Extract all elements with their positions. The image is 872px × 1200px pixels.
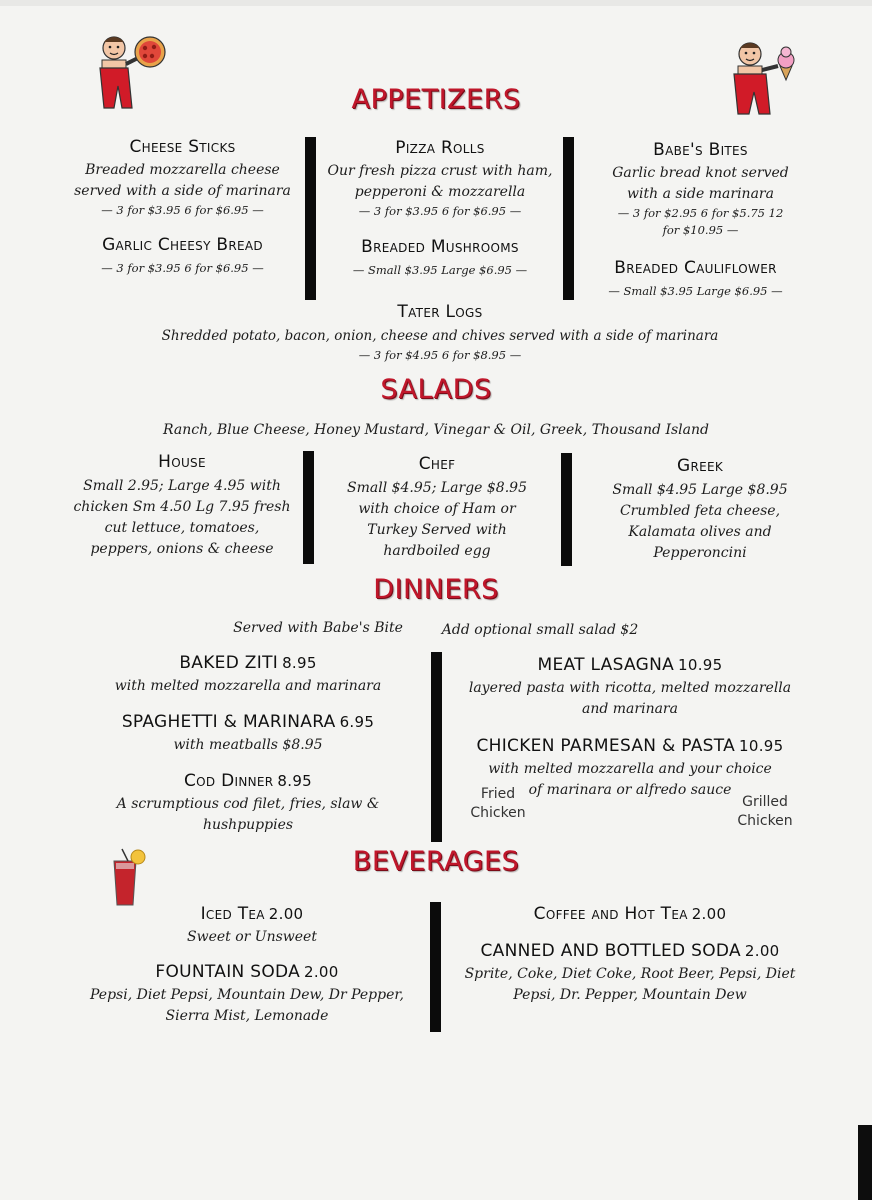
canned-soda-name: CANNED AND BOTTLED SODA	[480, 941, 741, 961]
house-salad-item	[72, 451, 292, 560]
handwritten-fried-chicken: Fried Chicken	[470, 786, 526, 821]
babes-bites-name: Babe's Bites	[653, 140, 748, 160]
tater-logs-item	[130, 301, 750, 364]
garlic-bread-price: — 3 for $3.95 6 for $6.95 —	[101, 261, 264, 275]
divider	[561, 453, 572, 566]
tater-logs-desc: Shredded potato, bacon, onion, cheese and chives served with a side of marinara	[161, 328, 719, 344]
iced-tea-desc: Sweet or Unsweet	[187, 929, 317, 945]
lasagna-desc: layered pasta with ricotta, melted mozzarella and marinara	[468, 680, 792, 717]
house-salad-name: House	[158, 452, 206, 472]
fountain-soda-desc: Pepsi, Diet Pepsi, Mountain Dew, Dr Pepper, Sierra Mist, Lemonade	[90, 987, 404, 1024]
garlic-bread-item	[60, 234, 305, 277]
greek-salad-name: Greek	[676, 456, 724, 476]
baked-ziti-price: 8.95	[282, 654, 317, 672]
house-salad-desc: Small 2.95; Large 4.95 with chicken Sm 4.50 Lg 7.95 fresh cut lettuce, tomatoes, peppers, onions & cheese	[73, 478, 291, 557]
cod-dinner-item	[98, 770, 398, 836]
cod-dinner-price: 8.95	[277, 772, 313, 790]
page-edge	[0, 0, 872, 6]
chicken-parm-desc: with melted mozzarella and your choice of marinara or alfredo sauce	[488, 761, 772, 798]
divider	[303, 451, 314, 564]
fountain-soda-name: FOUNTAIN SODA	[155, 962, 301, 982]
appetizers-title: APPETIZERS	[351, 84, 521, 115]
chef-salad-item	[332, 453, 542, 562]
cod-dinner-desc: A scrumptious cod filet, fries, slaw & hushpuppies	[116, 796, 380, 833]
divider	[430, 902, 441, 1032]
lasagna-item	[455, 654, 805, 720]
beverages-title: BEVERAGES	[352, 846, 520, 877]
mushrooms-item	[325, 236, 555, 279]
cheese-sticks-item	[60, 136, 305, 219]
divider	[563, 137, 574, 300]
baked-ziti-name: BAKED ZITI	[179, 653, 279, 673]
dinners-note-right: Add optional small salad $2	[441, 622, 639, 638]
spaghetti-item	[98, 711, 398, 756]
greek-salad-item	[595, 455, 805, 564]
coffee-price: 2.00	[691, 905, 727, 923]
baked-ziti-desc: with melted mozzarella and marinara	[114, 678, 382, 694]
handwritten-grilled-chicken: Grilled Chicken	[737, 794, 793, 829]
dinners-title: DINNERS	[373, 574, 499, 605]
cauliflower-price: — Small $3.95 Large $6.95 —	[608, 284, 783, 298]
pizza-rolls-item	[325, 137, 555, 220]
cauliflower-item	[578, 257, 813, 300]
iced-tea-name: Iced Tea	[200, 904, 265, 924]
mushrooms-name: Breaded Mushrooms	[361, 237, 519, 257]
cheese-sticks-desc: Breaded mozzarella cheese served with a side of marinara	[74, 162, 291, 199]
iced-tea-item	[92, 903, 412, 948]
scan-edge	[858, 1125, 872, 1200]
lasagna-name: MEAT LASAGNA	[537, 655, 675, 675]
lasagna-price: 10.95	[678, 656, 723, 674]
canned-soda-desc: Sprite, Coke, Diet Coke, Root Beer, Pepsi, Diet Pepsi, Dr. Pepper, Mountain Dew	[464, 966, 796, 1003]
salad-dressings: Ranch, Blue Cheese, Honey Mustard, Vinegar & Oil, Greek, Thousand Island	[163, 422, 709, 438]
pizza-rolls-name: Pizza Rolls	[395, 138, 485, 158]
chicken-parm-price: 10.95	[739, 737, 784, 755]
chicken-parm-name: CHICKEN PARMESAN & PASTA	[476, 736, 736, 756]
divider	[431, 652, 442, 842]
babes-bites-desc: Garlic bread knot served with a side marinara	[612, 165, 789, 202]
tater-logs-price: — 3 for $4.95 6 for $8.95 —	[358, 348, 522, 362]
pizza-rolls-price: — 3 for $3.95 6 for $6.95 —	[358, 204, 522, 218]
chef-salad-desc: Small $4.95; Large $8.95 with choice of Ham or Turkey Served with hardboiled egg	[347, 480, 527, 559]
canned-soda-item	[460, 940, 800, 1006]
cod-dinner-name: Cod Dinner	[183, 771, 274, 791]
garlic-bread-name: Garlic Cheesy Bread	[102, 235, 263, 255]
fountain-soda-item	[82, 961, 412, 1027]
babes-bites-item	[588, 139, 813, 239]
cheese-sticks-price: — 3 for $3.95 6 for $6.95 —	[101, 203, 264, 217]
cauliflower-name: Breaded Cauliflower	[614, 258, 777, 278]
pizza-rolls-desc: Our fresh pizza crust with ham, pepperoni & mozzarella	[327, 163, 553, 200]
baked-ziti-item	[98, 652, 398, 697]
coffee-item	[470, 903, 790, 925]
mushrooms-price: — Small $3.95 Large $6.95 —	[352, 263, 528, 277]
greek-salad-desc: Small $4.95 Large $8.95 Crumbled feta cheese, Kalamata olives and Pepperoncini	[612, 482, 788, 561]
cheese-sticks-name: Cheese Sticks	[129, 137, 236, 157]
spaghetti-desc: with meatballs $8.95	[173, 737, 323, 753]
tater-logs-name: Tater Logs	[397, 302, 483, 322]
babes-bites-price: — 3 for $2.95 6 for $5.75 12 for $10.95 —	[617, 206, 784, 237]
chef-salad-name: Chef	[418, 454, 456, 474]
canned-soda-price: 2.00	[744, 942, 780, 960]
iced-tea-price: 2.00	[268, 905, 304, 923]
spaghetti-name: SPAGHETTI & MARINARA	[121, 712, 336, 732]
dinners-note-left: Served with Babe's Bite	[233, 620, 403, 636]
coffee-name: Coffee and Hot Tea	[533, 904, 688, 924]
fountain-soda-price: 2.00	[304, 963, 339, 981]
divider	[305, 137, 316, 300]
spaghetti-price: 6.95	[339, 713, 375, 731]
salads-title: SALADS	[380, 374, 492, 405]
